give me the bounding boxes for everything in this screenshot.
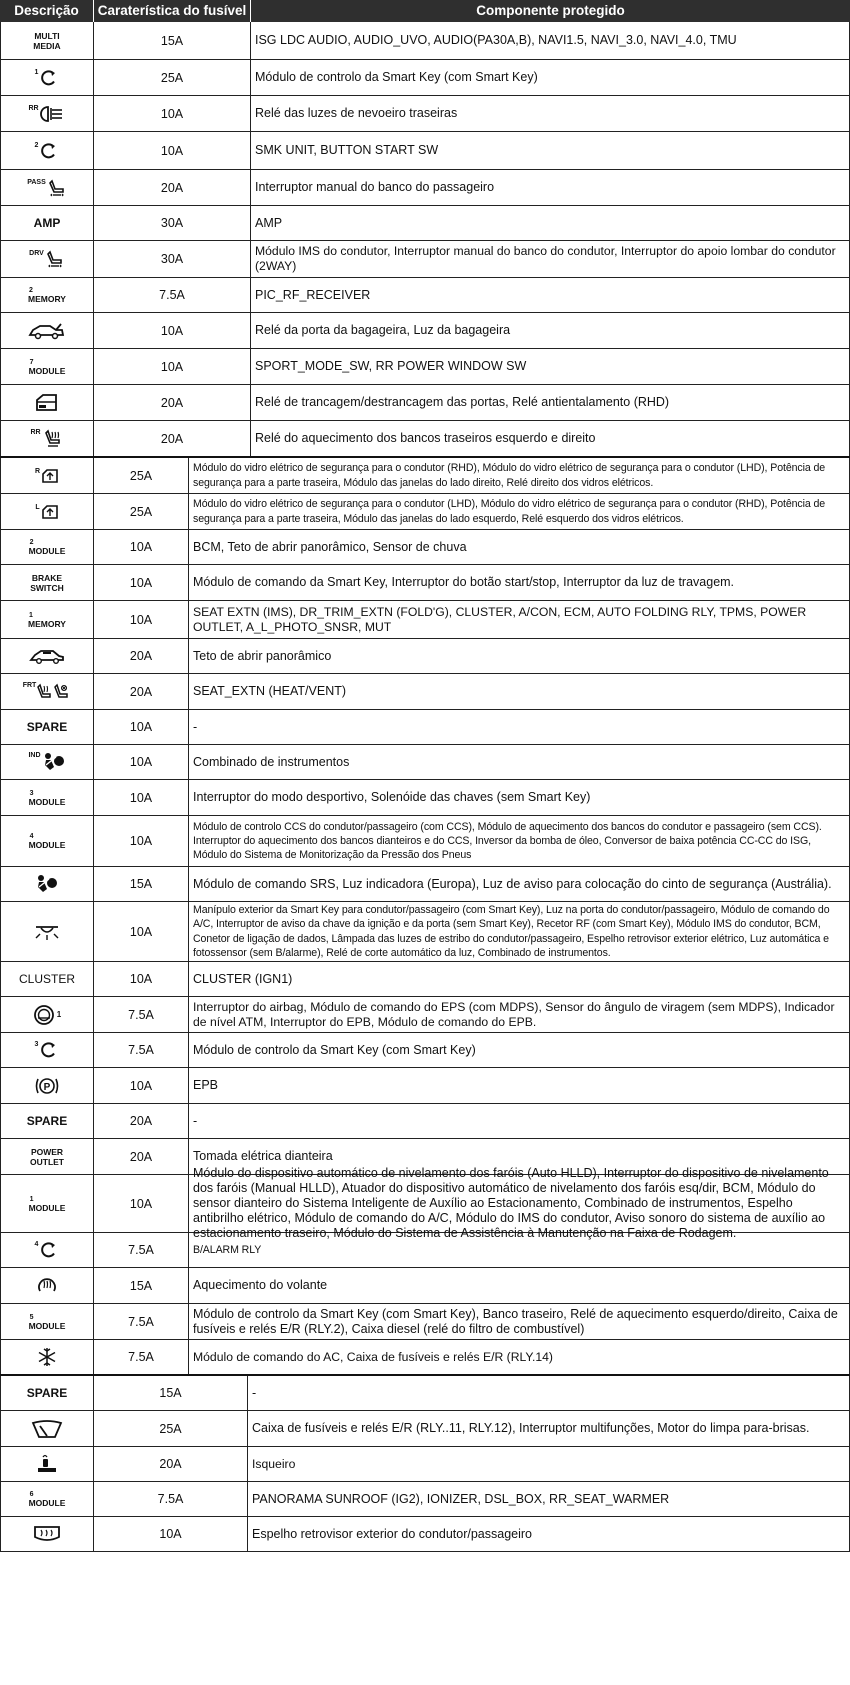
fuse-description [0,962,94,996]
protected-component: Combinado de instrumentos [193,754,350,769]
protected-component: Teto de abrir panorâmico [193,648,332,663]
fuse-description-label [28,286,66,304]
protected-component: Aquecimento do volante [193,1278,328,1292]
fuse-description-label: 2 [34,141,39,149]
table-row [0,1104,850,1139]
fuse-description [0,867,94,901]
table-row [0,639,850,674]
table-row [0,206,850,241]
protected-component: SEAT_EXTN (HEAT/VENT) [193,684,347,698]
fuse-description-label [29,1195,66,1213]
fuse-description-label [28,611,66,629]
fuse-description [0,1447,94,1481]
fuse-description [0,816,94,866]
fuse-description-number: 4 [29,833,34,840]
fuse-description [0,639,94,673]
fuse-description-word: MEMORY [28,618,66,629]
steering-wheel-icon [33,1004,61,1026]
fuse-rating: 15A [94,22,251,59]
airbag-icon [28,752,65,772]
table-row [0,385,850,421]
table-row [0,867,850,902]
protected-component: - [193,1113,198,1128]
table-row [0,1033,850,1068]
fuse-description [0,674,94,709]
fuse-rating: 15A [94,1376,248,1410]
fuse-rating: 7.5A [94,278,251,312]
fuse-description-word: MODULE [28,796,66,807]
protected-component: SMK UNIT, BUTTON START SW [255,143,439,157]
fuse-description-label: PASS [27,178,46,186]
fuse-rating: 7.5A [94,1304,189,1339]
parking-brake-icon [34,1075,60,1097]
fuse-description [0,997,94,1032]
protected-component: Módulo de comando SRS, Luz indicadora (Europa), Luz de aviso para colocação do cinto de segurança (Austrália). [193,876,832,891]
fuse-description-label: AMP [33,216,61,230]
protected-component: Módulo de controlo da Smart Key (com Smart Key), Banco traseiro, Relé de aquecimento esquerdo/direito, Caixa de fusíveis e relés E/R (RLY.2), Caixa diesel (relé do filtro de combustível) [193,1306,838,1336]
protected-component: Interruptor manual do banco do passageiro [255,180,495,194]
fuse-description-label: R [34,467,41,475]
fuse-rating: 7.5A [94,1340,189,1374]
fuse-description [0,206,94,240]
table-row [0,1517,850,1552]
table-row [0,745,850,780]
protected-component: Relé de trancagem/destrancagem das portas, Relé antientalamento (RHD) [255,395,670,409]
table-row [0,1068,850,1104]
fuse-description-number: 5 [29,1313,34,1321]
door-lock-icon [34,393,60,413]
fuse-rating: 10A [94,349,251,384]
fuse-rating: 7.5A [94,1033,189,1067]
table-row [0,1482,850,1517]
fuse-description [0,1268,94,1303]
fuse-description-label: L [35,503,40,511]
fuse-description [0,530,94,564]
protected-component: Interruptor do modo desportivo, Solenóide das chaves (sem Smart Key) [193,790,591,804]
mirror-defrost-icon [32,1524,62,1544]
fuse-description-label: RR [28,104,39,112]
airbag-icon [35,874,59,894]
fuse-rating: 25A [94,1411,248,1446]
table-row [0,997,850,1033]
table-row [0,96,850,132]
table-row [0,674,850,710]
fuse-description [0,1104,94,1138]
fuse-description [0,601,94,638]
fuse-description-word: MODULE [28,1202,66,1213]
protected-component: BCM, Teto de abrir panorâmico, Sensor de chuva [193,539,467,554]
fuse-description [0,170,94,205]
fuse-rating: 20A [94,639,189,673]
table-header [0,0,850,22]
protected-component: Módulo de controlo da Smart Key (com Smart Key) [255,70,538,84]
fuse-rating: 20A [94,421,251,456]
protected-component: Módulo IMS do condutor, Interruptor manual do banco do condutor, Interruptor do apoio lombar do condutor (2WAY) [255,244,836,273]
rear-fog-lamp-icon [28,105,65,123]
fuse-description [0,22,94,59]
heated-seat-icon [30,429,63,449]
fuse-description [0,565,94,600]
fuse-rating: 10A [94,313,251,348]
fuse-rating: 10A [94,745,189,779]
fuse-description-word: MODULE [28,840,66,850]
protected-component: EPB [193,1078,219,1092]
table-row [0,421,850,458]
protected-component: Módulo de comando do AC, Caixa de fusíveis e relés E/R (RLY.14) [193,1349,553,1364]
protected-component: Módulo do vidro elétrico de segurança para o condutor (LHD), Módulo do vidro elétrico de segurança para o condutor (RHD), Potência de segurança para a parte traseira, Módulo das janelas do lado esquerdo, Relé esquerdo dos vidros elétricos. [193,498,826,525]
protected-component: - [193,719,198,734]
seat-heat-vent-icon [23,682,72,702]
fuse-rating: 15A [94,867,189,901]
wiper-icon [31,1419,63,1439]
smart-key-icon [35,69,60,87]
protected-component: PANORAMA SUNROOF (IG2), IONIZER, DSL_BOX, RR_SEAT_WARMER [252,1491,670,1506]
power-window-icon [35,504,58,520]
header-description: Descrição [0,0,94,22]
table-row [0,1166,850,1240]
heated-steering-icon [36,1275,58,1297]
fuse-description [0,780,94,815]
fuse-description-number: 2 [29,539,34,546]
fuse-description-label: 1 [56,1010,62,1019]
fuse-description [0,60,94,95]
fuse-description [0,278,94,312]
fuse-description [0,1033,94,1067]
fuse-rating: 25A [94,458,189,493]
protected-component: PIC_RF_RECEIVER [255,287,371,302]
table-row [0,565,850,601]
fuse-rating: 20A [94,1139,189,1174]
fuse-rating: 10A [94,710,189,744]
fuse-description-number: 6 [29,1491,34,1498]
protected-component: Relé das luzes de nevoeiro traseiras [255,106,458,120]
protected-component: Relé do aquecimento dos bancos traseiros esquerdo e direito [255,431,596,445]
fuse-description-label: SPARE [26,720,68,734]
fuse-rating: 10A [94,1517,248,1551]
table-row [0,530,850,565]
fuse-rating: 15A [94,1268,189,1303]
table-row [0,1304,850,1340]
smart-key-icon [35,1241,60,1259]
fuse-description-label [29,1313,66,1331]
protected-component: ISG LDC AUDIO, AUDIO_UVO, AUDIO(PA30A,B), NAVI1.5, NAVI_3.0, NAVI_4.0, TMU [255,33,737,47]
cigarette-lighter-icon [35,1453,59,1475]
protected-component: Isqueiro [252,1456,296,1471]
fuse-description-number: 1 [29,1195,34,1203]
protected-component: Espelho retrovisor exterior do condutor/passageiro [252,1526,533,1541]
protected-component: Módulo do vidro elétrico de segurança para o condutor (RHD), Módulo do vidro elétrico de segurança para o condutor (LHD), Potência de segurança para a parte traseira, Módulo das janelas do lado direito, Relé direito dos vidros elétricos. [193,462,826,489]
protected-component: Tomada elétrica dianteira [193,1149,333,1163]
svg-text:P: P [43,1081,51,1093]
fuse-rating: 20A [94,170,251,205]
fuse-description-number: 3 [29,789,34,797]
fuse-description-word: MODULE [28,365,66,376]
table-row [0,962,850,997]
fuse-rating: 10A [94,601,189,638]
fuse-rating: 10A [94,816,189,866]
table-row [0,313,850,349]
fuse-description-number: 2 [29,287,33,294]
table-row [0,1376,850,1411]
table-row [0,1411,850,1447]
protected-component: Caixa de fusíveis e relés E/R (RLY..11, RLY.12), Interruptor multifunções, Motor do limpa para-brisas. [252,1421,810,1435]
fuse-rating: 7.5A [94,1482,248,1516]
fuse-description-label: BRAKE SWITCH [30,572,64,593]
fuse-rating: 25A [94,60,251,95]
table-row [0,60,850,96]
table-row [0,816,850,867]
fuse-rating: 10A [94,902,189,961]
power-window-icon [35,468,59,484]
fuse-description [0,1304,94,1339]
fuse-rating: 7.5A [94,1233,189,1267]
fuse-description-number: 1 [29,611,33,619]
fuse-description [0,458,94,493]
smart-key-icon [35,1041,60,1059]
fuse-description-label: RR [30,428,41,436]
fuse-description-label: 3 [34,1041,39,1048]
seat-icon [29,250,65,268]
fuse-description-label: MULTI MEDIA [33,30,61,51]
fuse-description [0,349,94,384]
fuse-rating: 20A [94,1104,189,1138]
table-row [0,1340,850,1376]
table-row [0,1447,850,1482]
fuse-description [0,494,94,529]
protected-component: B/ALARM RLY [193,1243,262,1256]
seat-icon [27,179,67,197]
fuse-description [0,1411,94,1446]
fuse-description [0,745,94,779]
fuse-rating: 10A [94,780,189,815]
fuse-description-word: MODULE [28,546,66,556]
fuse-description [0,241,94,277]
table-row [0,458,850,494]
fuse-rating: 10A [94,1068,189,1103]
fuse-description [0,385,94,420]
fuse-description-word: MODULE [28,1320,66,1331]
fuse-description-label: SPARE [26,1114,68,1128]
fuse-description-label: DRV [29,250,44,257]
protected-component: Módulo de comando da Smart Key, Interruptor do botão start/stop, Interruptor da luz de travagem. [193,575,735,589]
fuse-rating: 10A [94,132,251,169]
fuse-rating: 25A [94,494,189,529]
fuse-rating: 20A [94,385,251,420]
fuse-description-label [29,358,66,376]
table-row [0,132,850,170]
protected-component: SEAT EXTN (IMS), DR_TRIM_EXTN (FOLD'G), CLUSTER, A/CON, ECM, AUTO FOLDING RLY, TPMS, POWER OUTLET, A_L_PHOTO_SNSR, MUT [193,604,807,634]
table-row [0,710,850,745]
trunk-open-icon [28,321,66,341]
protected-component: AMP [255,215,283,230]
fuse-description-label: 1 [34,68,39,76]
fuse-rating: 10A [94,530,189,564]
fuse-description-label [29,832,66,850]
table-row [0,278,850,313]
fuse-description [0,902,94,961]
fuse-description [0,313,94,348]
header-fuse-rating: Caraterística do fusível [94,0,251,22]
fuse-description-label: CLUSTER [18,972,75,986]
fuse-description-label [29,538,66,556]
smart-key-icon [35,142,60,160]
ac-icon [36,1346,58,1368]
protected-component: Módulo de controlo da Smart Key (com Smart Key) [193,1042,476,1057]
protected-component: SPORT_MODE_SW, RR POWER WINDOW SW [255,359,527,373]
fuse-description-label [29,1490,66,1508]
table-row [0,780,850,816]
fuse-rating: 30A [94,206,251,240]
table-row [0,1268,850,1304]
table-row [0,494,850,530]
header-protected-component: Componente protegido [476,3,625,18]
fuse-description [0,1376,94,1410]
fuse-description [0,1139,94,1174]
fuse-description-word: MODULE [28,1498,66,1508]
table-row [0,170,850,206]
fuse-description-label: 4 [34,1241,39,1248]
fuse-rating: 20A [94,674,189,709]
protected-component: - [252,1385,257,1400]
fuse-description [0,710,94,744]
protected-component: Módulo de controlo CCS do condutor/passageiro (com CCS), Módulo de aquecimento dos bancos do condutor e passageiro (sem CCS). Interruptor do aquecimento dos bancos dianteiros e do CCS, Inversor da bomba de óleo, Conversor de baixa potência CC-CC do ISG, Módulo do Sistema de Monitorização da Pressão dos Pneus [193,820,822,862]
protected-component: Módulo do dispositivo automático de nivelamento dos faróis (Auto HLLD), Interruptor do dispositivo de nivelamento dos faróis (Manual HLLD), Atuador do dispositivo automático de nivelamento dos faróis esq/dir, BCM, Módulo do sensor dianteiro do Sistema Inteligente de Auxílio ao Estacionamento, Combinado de instrumentos, Espelho antibrilho elétrico, Módulo de comando do A/C, Módulo do IMS do condutor, Aviso sonoro do sistema de auxílio ao estacionamento traseiro, Módulo do Sistema de Assistência à Manutenção na Faixa de Rodagem. [193,1166,829,1240]
fuse-rating: 7.5A [94,997,189,1032]
fuse-rating: 10A [94,96,251,131]
sunroof-icon [29,647,65,665]
fuse-description [0,1233,94,1267]
fuse-description [0,1482,94,1516]
fuse-description-label [29,789,66,807]
table-row [0,1233,850,1268]
fuse-description [0,132,94,169]
table-row [0,22,850,60]
fuse-description-word: MEMORY [28,294,66,304]
fuse-rating: 10A [94,1175,189,1232]
fuse-description-label: FRT [22,681,37,689]
fuse-description [0,1068,94,1103]
fuse-rating: 30A [94,241,251,277]
table-row [0,241,850,278]
protected-component: Interruptor do airbag, Módulo de comando do EPS (com MDPS), Sensor do ângulo de viragem (sem MDPS), Indicador de nível ATM, Interruptor do EPB, Módulo de comando do EPB. [193,999,835,1029]
fuse-description-number: 7 [29,358,34,366]
fuse-description [0,421,94,456]
fuse-description-label: IND [28,752,41,759]
table-row [0,902,850,962]
fuse-description [0,1517,94,1551]
fuse-description [0,96,94,131]
table-row [0,601,850,639]
fuse-description [0,1340,94,1374]
fuse-description-label: SPARE [26,1386,68,1400]
fuse-description-label: POWER OUTLET [30,1146,64,1167]
fuse-rating: 10A [94,962,189,996]
room-lamp-icon [32,922,62,942]
fuse-description [0,1175,94,1232]
protected-component: CLUSTER (IGN1) [193,971,293,986]
fuse-rating: 20A [94,1447,248,1481]
protected-component: Relé da porta da bagageira, Luz da bagageira [255,323,511,337]
table-row [0,349,850,385]
protected-component: Manípulo exterior da Smart Key para condutor/passageiro (com Smart Key), Luz na porta do condutor/passageiro, Módulo de comando do A/C, Interruptor de aviso da chave da ignição e da porta (sem Smart Key), Recetor RF (com Smart Key), Módulo IMS do condutor, BCM, Conetor de ligação de dados, Lâmpada das luzes de estribo do condutor/passageiro, Espelho retrovisor exterior elétrico, Luz automática e fotossensor (sem B/alarme), Relé de corte automático da luz, Combinado de instrumentos. [193,903,830,959]
fuse-rating: 10A [94,565,189,600]
